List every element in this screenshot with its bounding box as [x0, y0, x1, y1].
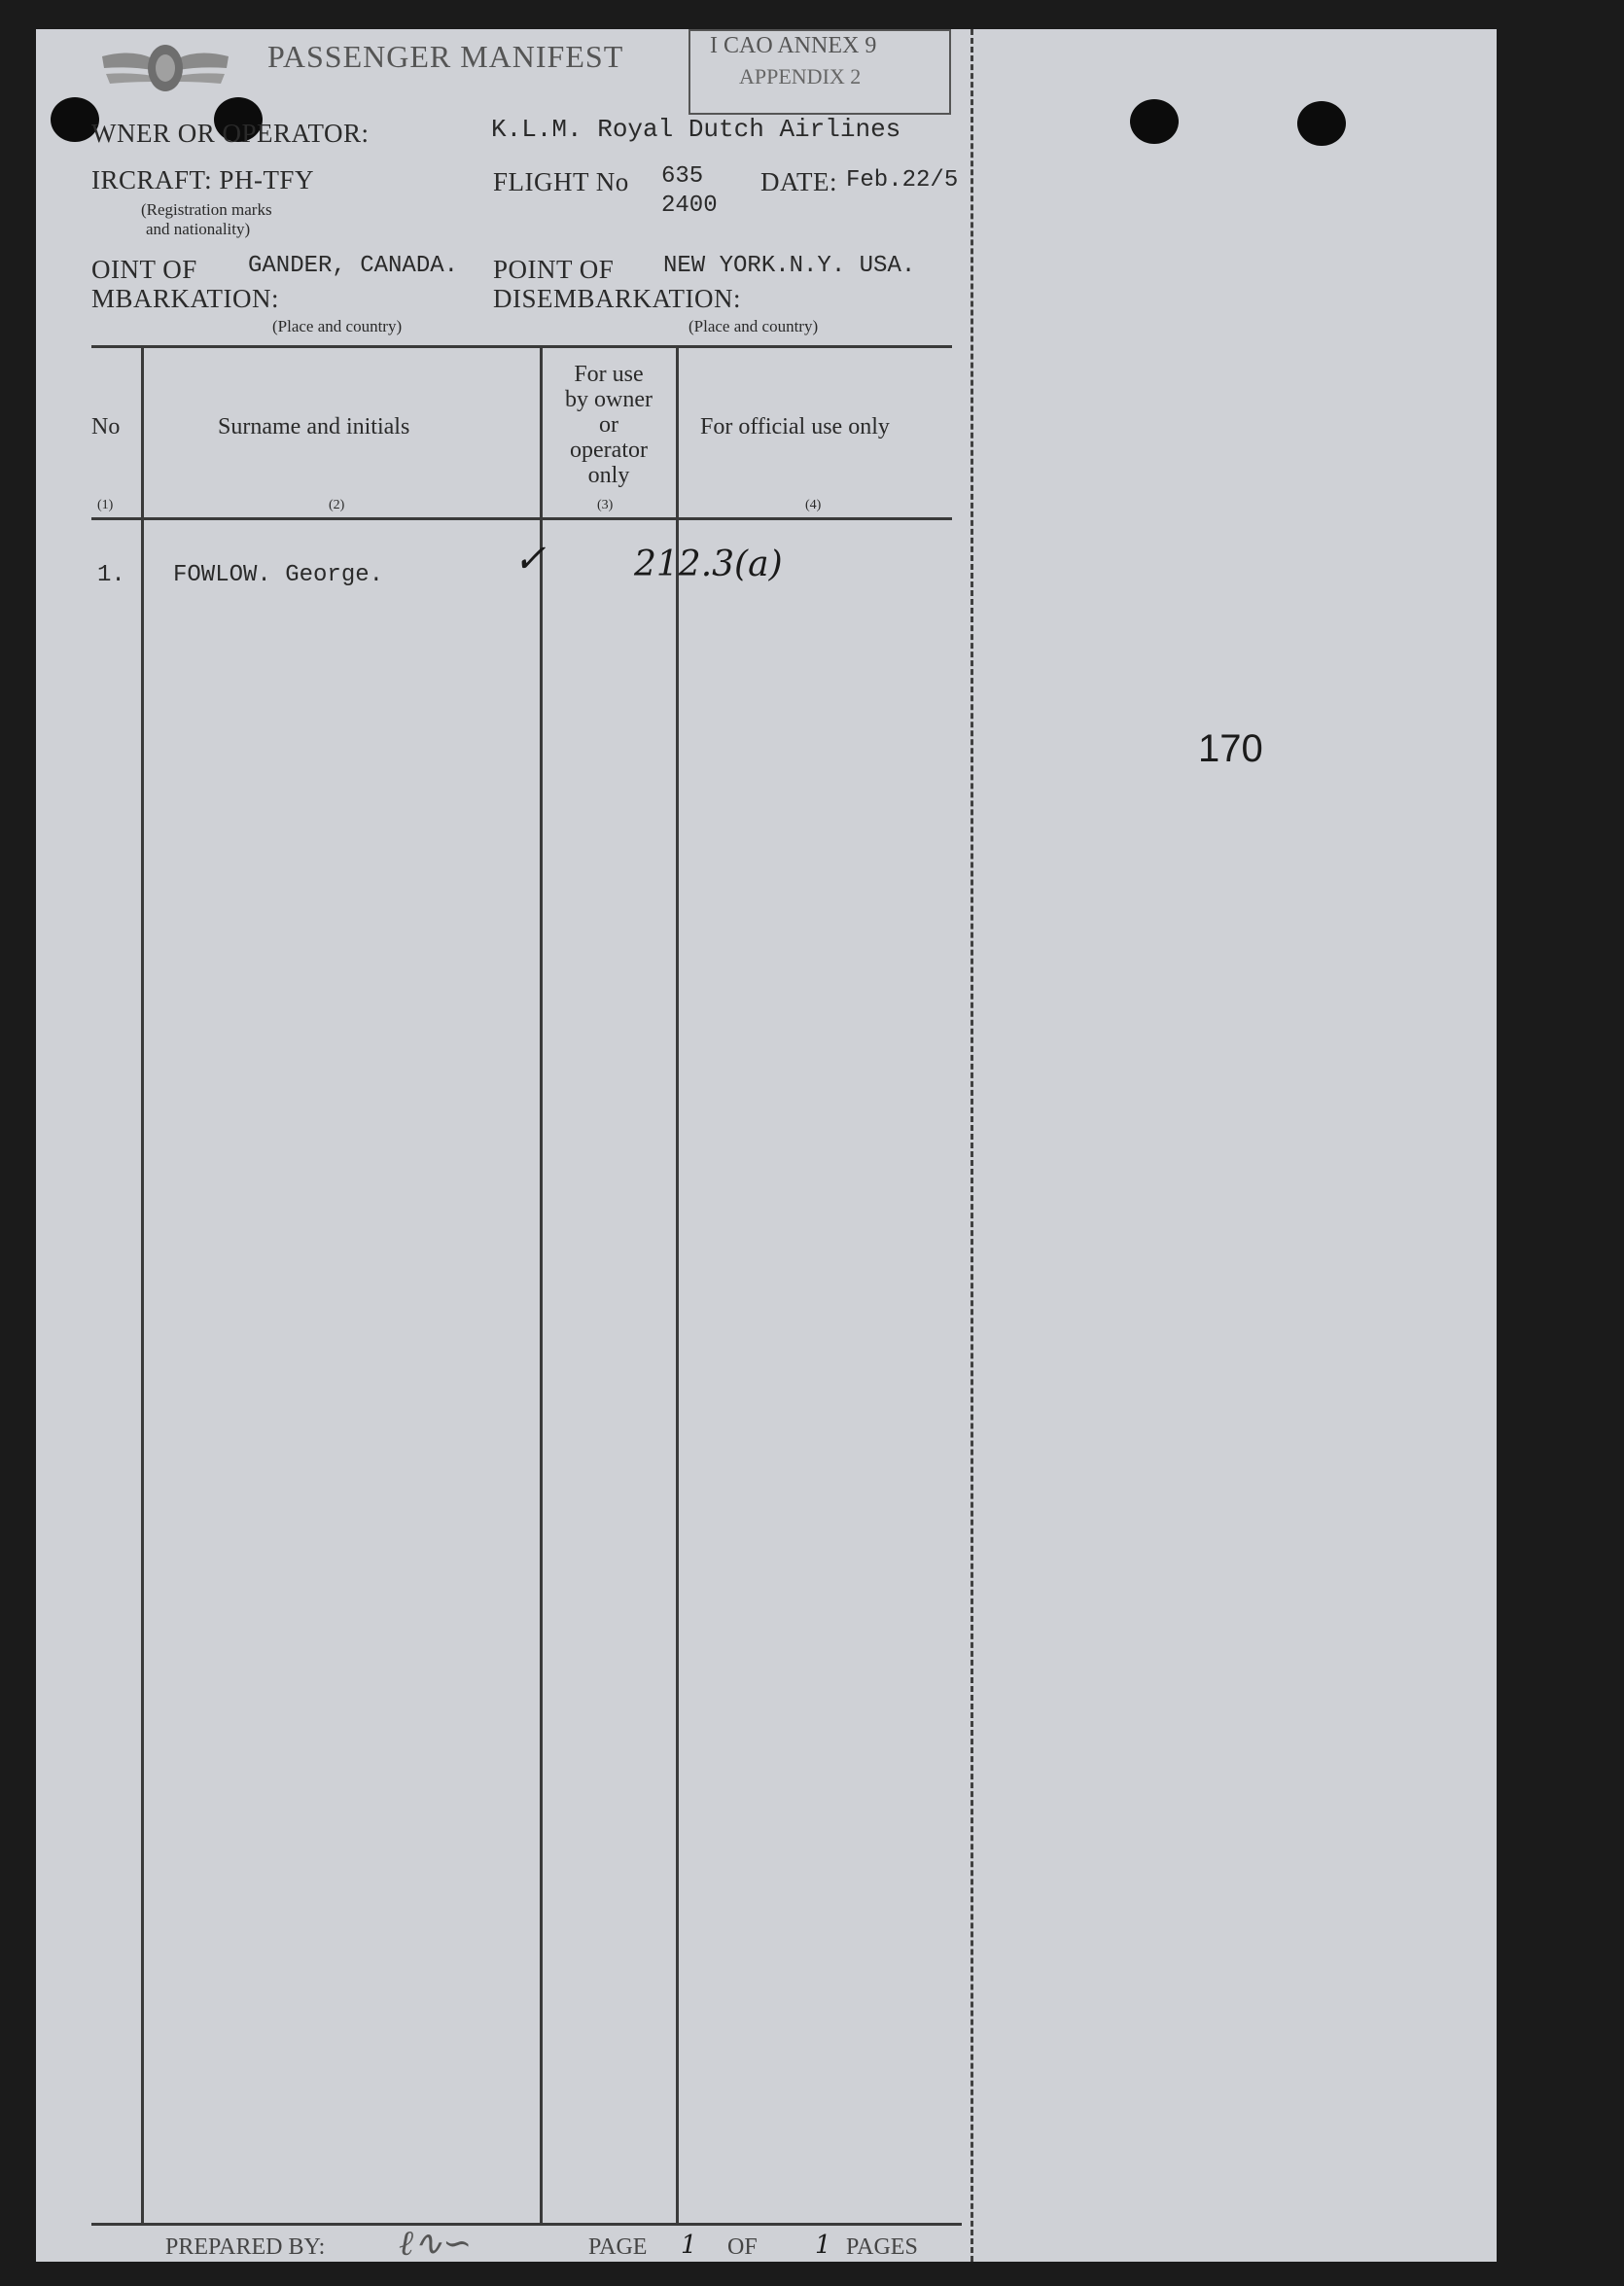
column-number: (1) [97, 498, 114, 512]
total-pages: 1 [815, 2231, 831, 2260]
owner-head-line: For use [574, 362, 644, 387]
owner-head-line: operator [570, 438, 648, 463]
of-label: OF [727, 2234, 758, 2260]
official-code: 212.3(a) [634, 545, 783, 584]
embarkation-label-1: OINT OF [91, 255, 197, 284]
column-head-owner-use [545, 362, 673, 488]
aircraft-note-1: (Registration marks [141, 200, 272, 219]
table-bottom-rule [91, 2223, 962, 2226]
page-fold-line [971, 29, 973, 2262]
disembarkation-note: (Place and country) [688, 317, 819, 335]
owner-head-line: only [587, 463, 630, 488]
disembarkation-label-2: DISEMBARKATION: [493, 284, 742, 313]
page-number: 1 [681, 2231, 697, 2260]
column-head-official: For official use only [700, 414, 890, 440]
table-header-rule [91, 517, 952, 520]
annex-line-2: APPENDIX 2 [739, 64, 862, 88]
aircraft-label: IRCRAFT: PH-TFY [91, 165, 314, 194]
prepared-by-label: PREPARED BY: [165, 2234, 326, 2260]
column-divider [141, 348, 144, 2223]
flight-time: 2400 [661, 193, 718, 219]
column-divider [540, 348, 543, 2223]
pages-label: PAGES [846, 2234, 918, 2260]
flight-label: FLIGHT No [493, 167, 629, 196]
flight-number: 635 [661, 163, 704, 190]
column-number: (2) [329, 498, 345, 512]
date-label: DATE: [760, 167, 837, 196]
passenger-name: FOWLOW. George. [173, 562, 384, 588]
column-number: (4) [805, 498, 822, 512]
winged-emblem-icon [92, 29, 238, 97]
owner-label: WNER OR OPERATOR: [91, 119, 370, 148]
annex-line-1: I CAO ANNEX 9 [710, 33, 877, 58]
aircraft-note-2: and nationality) [146, 220, 251, 238]
column-divider [676, 348, 679, 2223]
manifest-title: PASSENGER MANIFEST [267, 39, 624, 74]
table-top-rule [91, 345, 952, 348]
date-value: Feb.22/5 [846, 167, 959, 193]
owner-head-line: by owner [565, 387, 653, 412]
embarkation-note: (Place and country) [272, 317, 403, 335]
owner-head-line: or [599, 412, 618, 438]
archive-page-number: 170 [1198, 727, 1263, 770]
embarkation-label-2: MBARKATION: [91, 284, 280, 313]
row-number: 1. [97, 562, 125, 588]
manifest-sheet [36, 29, 1497, 2262]
column-head-no: No [91, 414, 121, 440]
column-head-surname: Surname and initials [218, 414, 410, 440]
preparer-signature: ℓ∿∽ [399, 2224, 473, 2264]
punch-hole [1297, 101, 1346, 146]
page-label: PAGE [588, 2234, 648, 2260]
owner-value: K.L.M. Royal Dutch Airlines [491, 115, 901, 144]
column-number: (3) [597, 498, 614, 512]
owner-check-mark: ✓ [513, 537, 547, 581]
embarkation-value: GANDER, CANADA. [248, 253, 459, 279]
disembarkation-label-1: POINT OF [493, 255, 615, 284]
punch-hole [1130, 99, 1179, 144]
disembarkation-value: NEW YORK.N.Y. USA. [663, 253, 916, 279]
